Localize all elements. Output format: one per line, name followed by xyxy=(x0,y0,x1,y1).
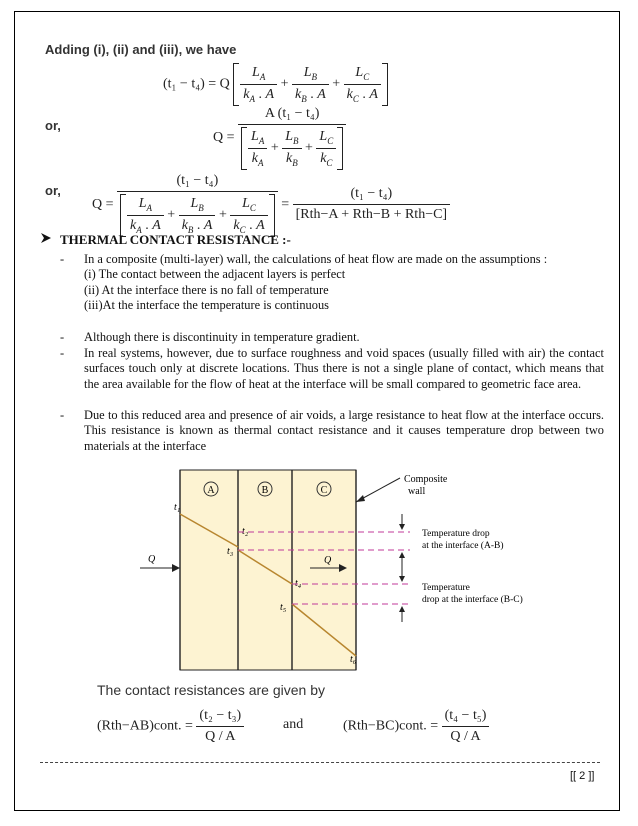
bullet-1-text: In a composite (multi-layer) wall, the calculations of heat flow are made on the assumptions : xyxy=(84,252,548,266)
wall-background xyxy=(180,470,356,670)
eq1-lhs: (t₁ − t₄) = Q xyxy=(163,76,230,92)
eq3-fraction: (t₁ − t₄) $\frac{L_A}{k_A . A}$ + $\frac{L_B}{k_B . A}$ + $\frac{L_C}{k_C . A}$ xyxy=(117,173,278,237)
r-ab-num: (t₂ − t₃) xyxy=(199,708,242,723)
or-label-1: or, xyxy=(45,118,61,133)
or-label-2: or, xyxy=(45,183,61,198)
eq3-rhs-fraction: $\frac{\text{(t₁ − t₄)}}{\text{[Rth−A + Rth−B + Rth−C]}}$ xyxy=(293,186,451,223)
up-arrow-icon xyxy=(399,606,405,612)
up-arrow-icon xyxy=(399,552,405,558)
r-bc-lhs: (Rth−BC)cont. = xyxy=(343,718,439,734)
section-title: THERMAL CONTACT RESISTANCE :- xyxy=(60,232,291,247)
drop-ab-label-1: Temperature drop xyxy=(422,529,490,539)
wall-label-1: Composite xyxy=(404,474,448,485)
t6-label: t₆ xyxy=(350,654,357,665)
page-number: [[ 2 ]] xyxy=(570,770,595,782)
q-in-label: Q xyxy=(148,554,156,565)
r-bc-den: Q / A xyxy=(442,726,490,745)
q-mid-label: Q xyxy=(324,555,332,566)
bullet-3: - In real systems, however, due to surface roughness and void spaces (usually filled with air) the contact surfaces touch only at discrete locations. Thus there is not a single plane of contact, which means that the area available for the flow of heat at the interface will be small compared to geometric face area. xyxy=(60,346,604,391)
arrow-bullet-icon xyxy=(40,232,54,248)
r-bc-num: (t₄ − t₅) xyxy=(444,708,487,723)
intro-text: Adding (i), (ii) and (iii), we have xyxy=(45,42,237,57)
footer-divider xyxy=(40,762,600,763)
drop-ab-label-2: at the interface (A-B) xyxy=(422,541,504,551)
t1-label: t₁ xyxy=(174,502,181,513)
right-arrow-icon xyxy=(172,564,180,572)
eq3-lhs: Q = xyxy=(92,197,114,213)
bullet-4-text: Due to this reduced area and presence of air voids, a large resistance to heat flow at the interface occurs. This resistance is known as thermal contact resistance and it causes temperature drop between two materials at the interface xyxy=(84,408,604,453)
layer-a-label: A xyxy=(207,485,215,496)
layer-b-label: B xyxy=(261,485,269,496)
composite-wall-diagram xyxy=(140,462,600,672)
contact-title: The contact resistances are given by xyxy=(97,682,326,698)
contact-eq-ab xyxy=(97,708,244,745)
and-word: and xyxy=(283,717,304,732)
drop-bc-label-2: drop at the interface (B-C) xyxy=(422,595,523,605)
t2-label: t₂ xyxy=(242,526,249,537)
eq2-lhs: Q = xyxy=(213,130,235,146)
equation-3: Q = (t₁ − t₄) $\frac{L_A}{k_A . A}$ + $\frac{L_B}{k_B . A}$ + $\frac{L_C}{k_C . A}$ = $\frac{\text{(t₁ − t₄)}}{\text{[Rth−A + Rth−B + Rth−C]}}$ xyxy=(92,173,450,237)
assumption-1: (i) The contact between the adjacent layers is perfect xyxy=(84,267,346,282)
bullet-1: - In a composite (multi-layer) wall, the calculations of heat flow are made on the assumptions : (i) The contact between the adjacent layers is perfect (ii) At the interface there is no fall of temperature (iii)At the interface the temperature is continuous xyxy=(64,252,604,314)
assumption-3: (iii)At the interface the temperature is continuous xyxy=(84,298,329,313)
eq2-fraction: A (t₁ − t₄) $\frac{L_A}{k_A}$ + $\frac{L_B}{k_B}$ + $\frac{L_C}{k_C}$ xyxy=(238,106,346,170)
bullet-2: - Although there is discontinuity in temperature gradient. xyxy=(64,330,604,345)
r-ab-lhs: (Rth−AB)cont. = xyxy=(97,718,193,734)
bullet-3-text: In real systems, however, due to surface roughness and void spaces (usually filled with air) the contact surfaces touch only at discrete locations. Thus there is not a single plane of contact, which means that the area available for the flow of heat at the interface will be small compared to geometric face area. xyxy=(84,346,604,391)
down-arrow-icon xyxy=(399,524,405,530)
wall-label-2: wall xyxy=(408,486,426,497)
layer-c-label: C xyxy=(320,485,328,496)
equation-2 xyxy=(213,106,346,170)
bullet-2-text: Although there is discontinuity in temperature gradient. xyxy=(84,330,360,344)
t3-label: t₃ xyxy=(227,546,234,557)
assumption-2: (ii) At the interface there is no fall of temperature xyxy=(84,282,329,297)
bullet-4: - Due to this reduced area and presence of air voids, a large resistance to heat flow at the interface occurs. This resistance is known as thermal contact resistance and it causes temperature drop between two materials at the interface xyxy=(60,408,604,453)
t4-label: t₄ xyxy=(295,578,302,589)
drop-bc-label-1: Temperature xyxy=(422,583,470,593)
t5-label: t₅ xyxy=(280,602,287,613)
eq1-bracket: $\frac{L_A}{k_A . A}$ + $\frac{L_B}{k_B . A}$ + $\frac{L_C}{k_C . A}$ xyxy=(233,63,388,106)
down-arrow-icon xyxy=(399,576,405,582)
r-ab-den: Q / A xyxy=(196,726,244,745)
contact-eq-bc xyxy=(343,708,489,745)
wall-pointer-arrow-icon xyxy=(356,495,365,502)
equation-1 xyxy=(163,63,388,106)
section-heading xyxy=(40,232,291,248)
